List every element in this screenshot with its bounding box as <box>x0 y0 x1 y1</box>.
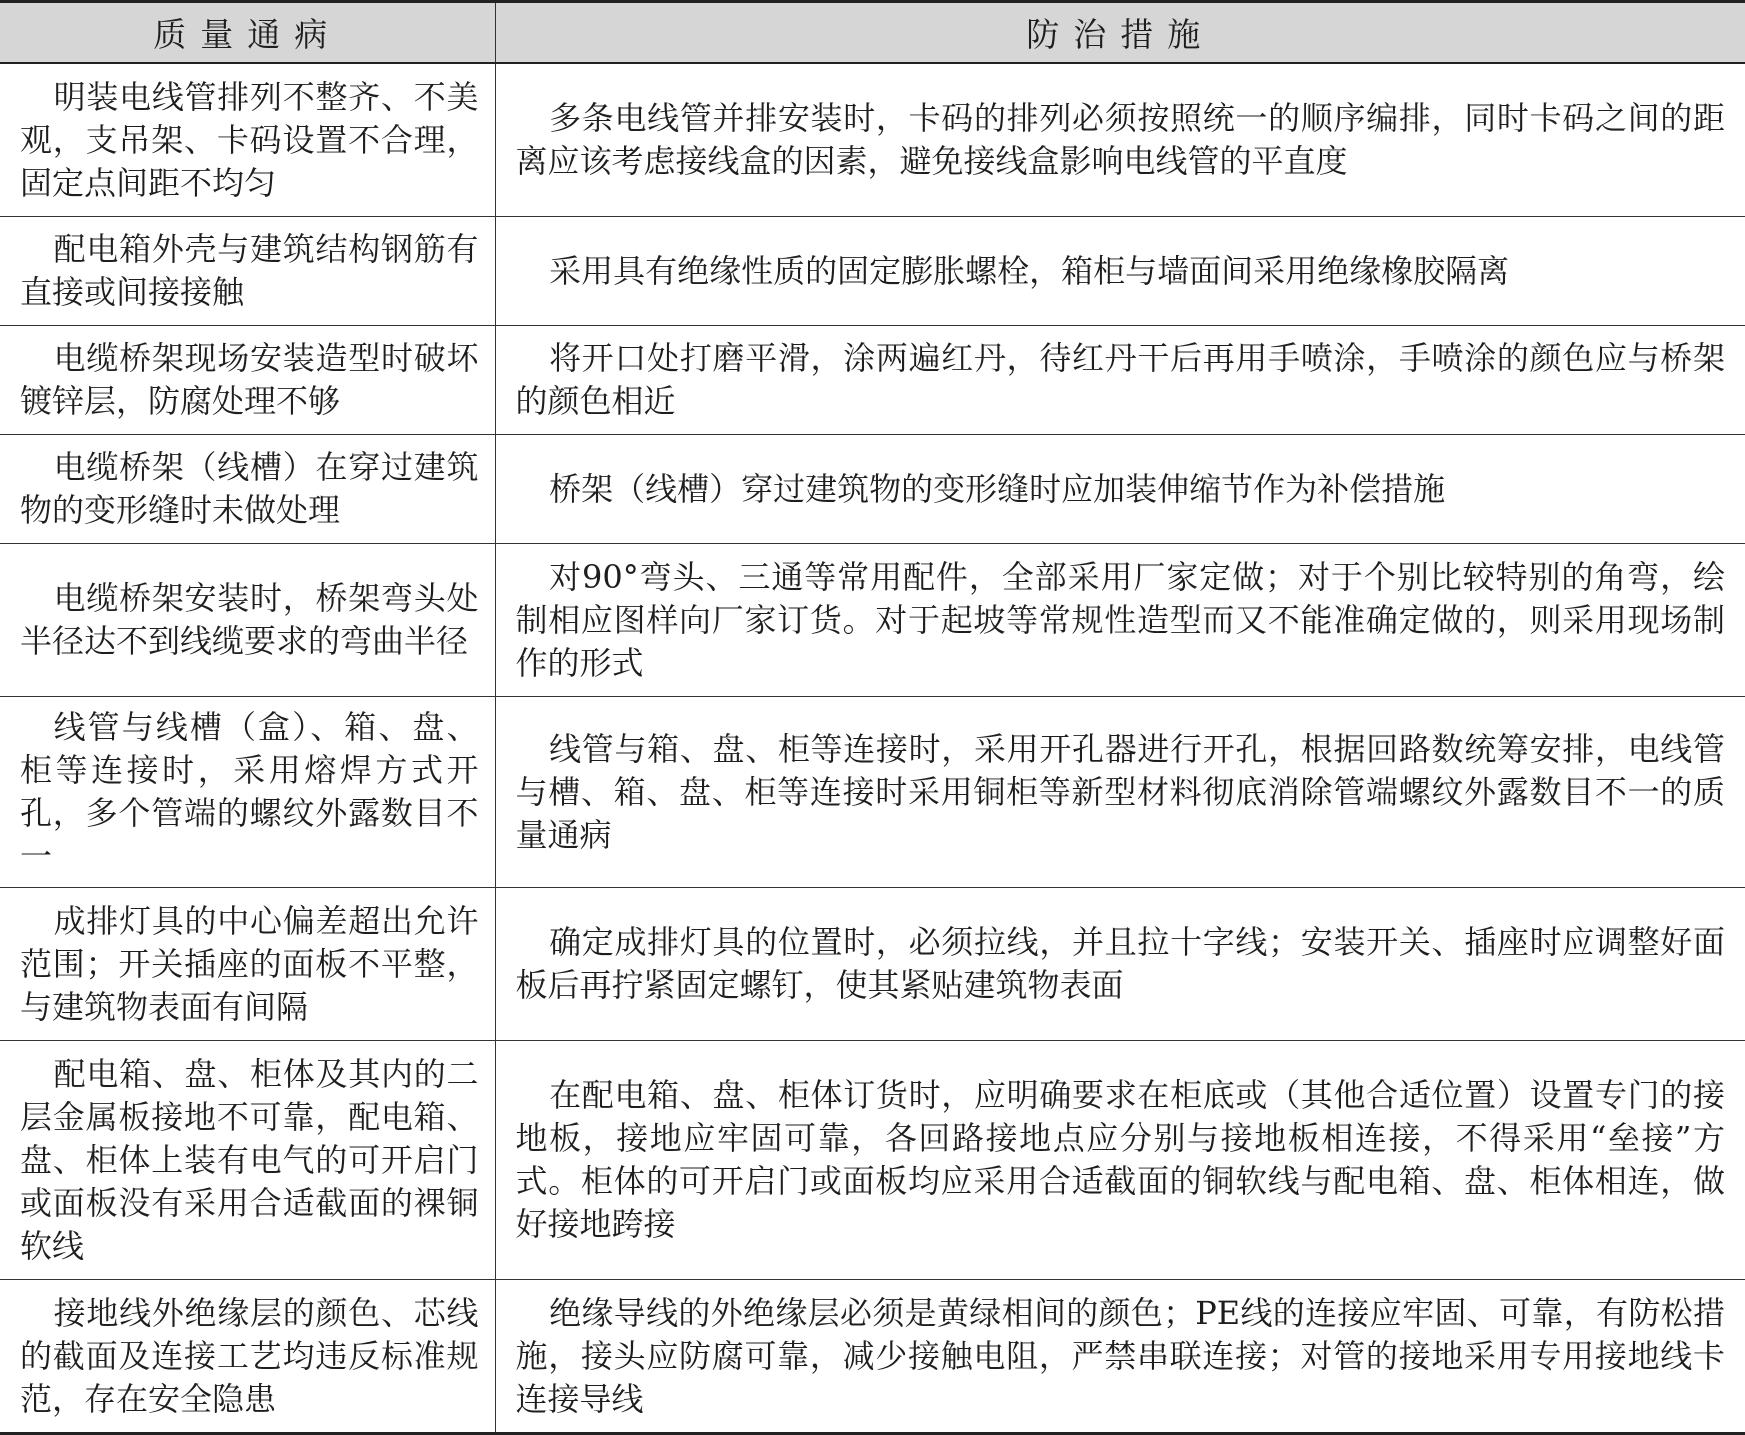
table-header-row <box>0 2 1745 64</box>
measure-cell: 将开口处打磨平滑，涂两遍红丹，待红丹干后再用手喷涂，手喷涂的颜色应与桥架的颜色相近 <box>495 326 1745 435</box>
measure-cell: 桥架（线槽）穿过建筑物的变形缝时应加装伸缩节作为补偿措施 <box>495 435 1745 544</box>
table-row <box>0 1041 1745 1280</box>
measure-cell: 线管与箱、盘、柜等连接时，采用开孔器进行开孔，根据回路数统筹安排，电线管与槽、箱、盘、柜等连接时采用铜柜等新型材料彻底消除管端螺纹外露数目不一的质量通病 <box>495 697 1745 888</box>
problem-cell: 配电箱外壳与建筑结构钢筋有直接或间接接触 <box>0 217 495 326</box>
table-row <box>0 697 1745 888</box>
table-row <box>0 217 1745 326</box>
problem-cell: 电缆桥架安装时，桥架弯头处半径达不到线缆要求的弯曲半径 <box>0 544 495 697</box>
measure-cell: 采用具有绝缘性质的固定膨胀螺栓，箱柜与墙面间采用绝缘橡胶隔离 <box>495 217 1745 326</box>
problem-cell: 配电箱、盘、柜体及其内的二层金属板接地不可靠，配电箱、盘、柜体上装有电气的可开启门或面板没有采用合适截面的裸铜软线 <box>0 1041 495 1280</box>
measure-cell: 在配电箱、盘、柜体订货时，应明确要求在柜底或（其他合适位置）设置专门的接地板，接地应牢固可靠，各回路接地点应分别与接地板相连接，不得采用“垒接”方式。柜体的可开启门或面板均应采用合适截面的铜软线与配电箱、盘、柜体相连，做好接地跨接 <box>495 1041 1745 1280</box>
measure-cell: 多条电线管并排安装时，卡码的排列必须按照统一的顺序编排，同时卡码之间的距离应该考虑接线盒的因素，避免接线盒影响电线管的平直度 <box>495 63 1745 217</box>
measure-cell: 对90°弯头、三通等常用配件，全部采用厂家定做；对于个别比较特别的角弯，绘制相应图样向厂家订货。对于起坡等常规性造型而又不能准确定做的，则采用现场制作的形式 <box>495 544 1745 697</box>
problem-cell: 成排灯具的中心偏差超出允许范围；开关插座的面板不平整，与建筑物表面有间隔 <box>0 888 495 1041</box>
table-row <box>0 63 1745 217</box>
problem-cell: 电缆桥架现场安装造型时破坏镀锌层，防腐处理不够 <box>0 326 495 435</box>
header-prevention-measure: 防治措施 <box>495 2 1745 64</box>
table-row <box>0 326 1745 435</box>
problem-cell: 电缆桥架（线槽）在穿过建筑物的变形缝时未做处理 <box>0 435 495 544</box>
table-row <box>0 435 1745 544</box>
table-row <box>0 888 1745 1041</box>
problem-cell: 接地线外绝缘层的颜色、芯线的截面及连接工艺均违反标准规范，存在安全隐患 <box>0 1280 495 1434</box>
measure-cell: 绝缘导线的外绝缘层必须是黄绿相间的颜色；PE线的连接应牢固、可靠，有防松措施，接头应防腐可靠，减少接触电阻，严禁串联连接；对管的接地采用专用接地线卡连接导线 <box>495 1280 1745 1434</box>
measure-cell: 确定成排灯具的位置时，必须拉线，并且拉十字线；安装开关、插座时应调整好面板后再拧紧固定螺钉，使其紧贴建筑物表面 <box>495 888 1745 1041</box>
table-row <box>0 544 1745 697</box>
header-quality-defect: 质量通病 <box>0 2 495 64</box>
problem-cell: 线管与线槽（盒）、箱、盘、柜等连接时，采用熔焊方式开孔，多个管端的螺纹外露数目不一 <box>0 697 495 888</box>
table-row <box>0 1280 1745 1434</box>
problem-cell: 明装电线管排列不整齐、不美观，支吊架、卡码设置不合理，固定点间距不均匀 <box>0 63 495 217</box>
